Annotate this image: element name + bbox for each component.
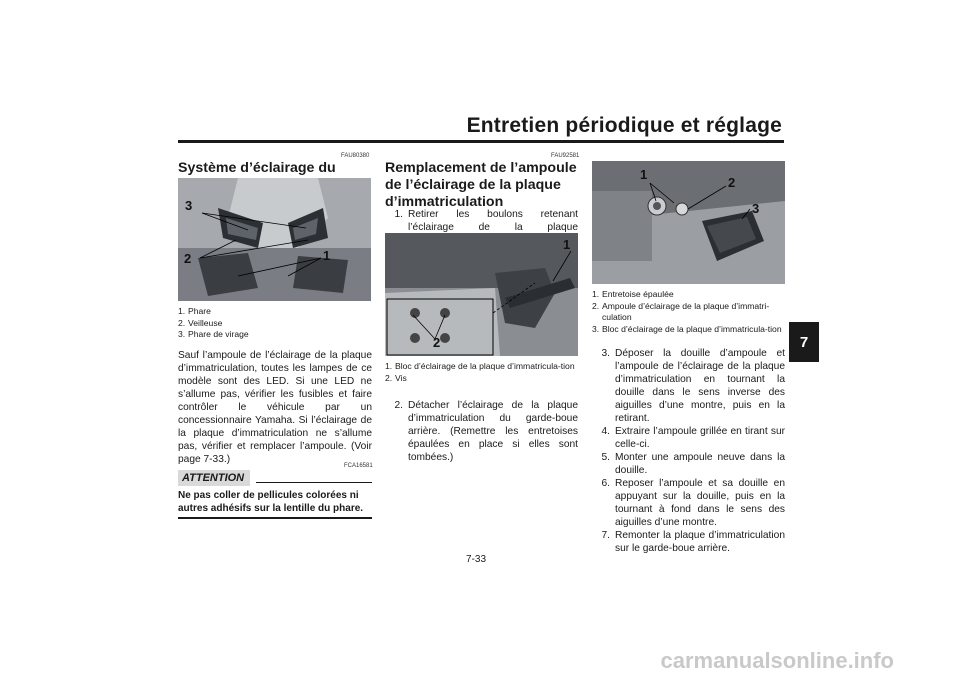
step-3: 3. Déposer la douille d’ampoule et l’ampoule de l’éclairage de la plaque d’immatriculation en tournant la douille dans le sens inverse des aiguilles d’une montre, puis en la retirant. — [601, 348, 785, 424]
callout-1: 1 — [323, 248, 331, 263]
caption-row: 1. Phare — [178, 306, 211, 316]
step-2: 2. Détacher l’éclairage de la plaque d’immatriculation du garde-boue arrière. (Remettre les entretoises épaulées en place si elles sont tombées.) — [394, 400, 578, 463]
section-code: FAU80380 — [341, 153, 370, 159]
headlight-captions — [178, 306, 371, 341]
step-4: 4. Extraire l’ampoule grillée en tirant sur celle-ci. — [601, 426, 785, 450]
step-5: 5. Monter une ampoule neuve dans la douille. — [601, 452, 785, 476]
callout-3: 3 — [752, 201, 760, 216]
caption-row: 2. Veilleuse — [178, 317, 223, 328]
section-code: FAU92581 — [551, 153, 580, 159]
callout-3: 3 — [185, 198, 193, 213]
watermark-text: carmanualsonline.info — [660, 648, 894, 673]
bulb-socket-photo — [592, 161, 785, 284]
section-title-plate-light: Remplacement de l’ampoule de l’éclairage de la plaque d’immatriculation — [385, 160, 577, 210]
attention-rule — [256, 482, 372, 483]
callout-2: 2 — [184, 251, 192, 266]
caption-row: 3. Phare de virage — [178, 329, 249, 339]
page-number: 7-33 — [466, 554, 487, 565]
chapter-tab: 7 — [789, 322, 819, 362]
callout-2: 2 — [728, 175, 736, 190]
header-rule — [178, 140, 784, 143]
caption-row: 3. Bloc d’éclairage de la plaque d’immatricula-tion — [592, 323, 782, 334]
callout-1: 1 — [563, 237, 571, 252]
attention-code: FCA16581 — [344, 463, 373, 469]
caption-row: 1. Bloc d’éclairage de la plaque d’immatricula-tion — [385, 361, 575, 371]
attention-text: Ne pas coller de pellicules colorées ni autres adhésifs sur la lentille du phare. — [178, 490, 364, 514]
page-header-title: Entretien périodique et réglage — [466, 114, 782, 137]
caption-row: 1. Entretoise épaulée — [592, 289, 674, 299]
bulb-captions — [592, 289, 785, 335]
lighting-body-text: Sauf l’ampoule de l’éclairage de la plaque d’immatriculation, toutes les lampes de ce modèle sont des LED. Si une LED ne s’allume pas, vérifier les fusibles et faire contrôler le véhicule par un concessionnaire Yamaha. Si l’éclairage de la plaque d’immatriculation ne s’allume pas, vérifier et remplacer l’ampoule. (Voir page 7-33.) — [178, 350, 372, 465]
callout-2: 2 — [433, 335, 441, 350]
headlight-photo — [178, 178, 371, 301]
callout-1: 1 — [640, 167, 648, 182]
caption-row: 2. Vis — [385, 372, 407, 383]
plate-light-photo — [385, 233, 578, 356]
step-1: 1. Retirer les boulons retenant l’éclairage de la plaque — [394, 209, 578, 233]
attention-header — [178, 468, 372, 486]
section-title-lighting: Système d’éclairage du — [178, 160, 336, 176]
attention-bottom-rule — [178, 517, 372, 519]
step-7: 7. Remonter la plaque d’immatriculation sur le garde-boue arrière. — [601, 530, 785, 554]
caption-row: 2. Ampoule d’éclairage de la plaque d’immatri-culation — [592, 300, 770, 322]
plate-light-captions — [385, 361, 578, 384]
attention-label: ATTENTION — [178, 470, 250, 486]
steps-3-to-7 — [592, 347, 785, 555]
step-6: 6. Reposer l’ampoule et sa douille en appuyant sur la douille, puis en la tournant à fond dans le sens des aiguilles d’une montre. — [601, 478, 785, 528]
